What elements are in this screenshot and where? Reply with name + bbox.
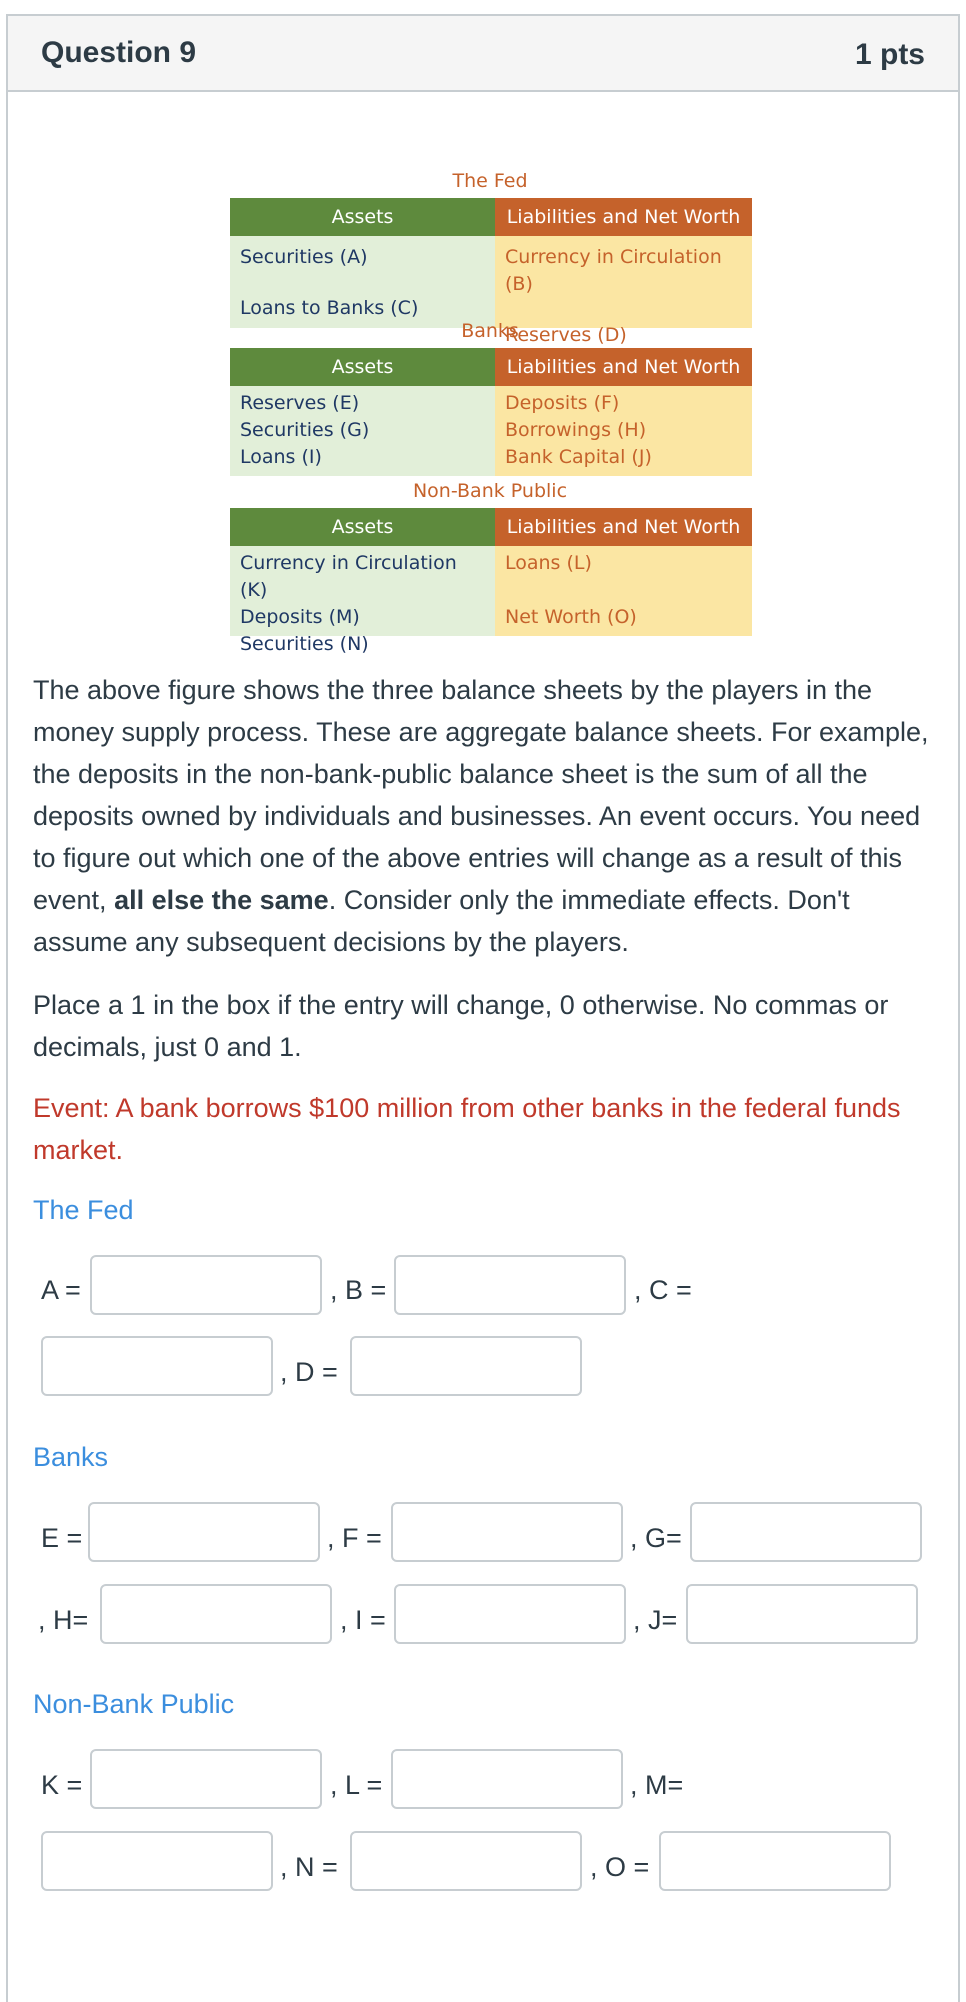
fed-balance-sheet <box>230 198 752 346</box>
label-c: , C = <box>634 1275 692 1305</box>
banks-sheet-title: Banks <box>461 320 519 342</box>
description-bold-text: all else the same <box>114 885 329 915</box>
description-text-start: The above figure shows the three balance sheets by the players in the money supply process. These are aggregate balance sheets. For example, the deposits in the non-bank-public balance sheet is the sum of all the deposits owned by individuals and businesses. An event occurs. You need to figure out which one of the above entries will change as a result of this event, <box>33 675 929 915</box>
banks-liab-borrowings: Borrowings (H) <box>505 419 647 441</box>
fed-liabilities-header: Liabilities and Net Worth <box>495 198 752 236</box>
input-b[interactable] <box>394 1255 626 1315</box>
input-m[interactable] <box>41 1831 273 1891</box>
fed-liab-currency: Currency in Circulation (B) <box>505 246 722 295</box>
fed-liab-reserves: Reserves (D) <box>505 324 627 346</box>
input-n[interactable] <box>350 1831 582 1891</box>
label-b: , B = <box>330 1275 387 1305</box>
fed-asset-securities: Securities (A) <box>240 246 368 268</box>
event-text: Event: A bank borrows $100 million from other banks in the federal funds market. <box>33 1093 901 1165</box>
label-e: E = <box>41 1523 83 1553</box>
fed-assets-header: Assets <box>230 198 495 236</box>
input-a[interactable] <box>90 1255 322 1315</box>
label-a: A = <box>41 1275 81 1305</box>
input-c[interactable] <box>41 1336 273 1396</box>
public-liab-networth: Net Worth (O) <box>505 606 637 628</box>
label-m: , M= <box>630 1770 684 1800</box>
public-asset-securities: Securities (N) <box>240 633 369 655</box>
input-l[interactable] <box>391 1749 623 1809</box>
question-title: Question 9 <box>41 36 197 69</box>
banks-asset-reserves: Reserves (E) <box>240 392 360 414</box>
input-d[interactable] <box>350 1336 582 1396</box>
label-g: , G= <box>630 1523 682 1553</box>
input-f[interactable] <box>391 1502 623 1562</box>
public-asset-deposits: Deposits (M) <box>240 606 360 628</box>
label-n: , N = <box>280 1852 338 1882</box>
banks-liab-capital: Bank Capital (J) <box>505 446 652 468</box>
description-text-end: . Consider only the immediate effects. Don't assume any subsequent decisions by the players. <box>33 885 850 957</box>
label-i: , I = <box>340 1605 386 1635</box>
banks-asset-securities: Securities (G) <box>240 419 370 441</box>
input-i[interactable] <box>394 1584 626 1644</box>
banks-liabilities-header: Liabilities and Net Worth <box>495 348 752 386</box>
public-assets-header: Assets <box>230 508 495 546</box>
banks-liab-deposits: Deposits (F) <box>505 392 620 414</box>
question-description <box>33 669 933 963</box>
banks-balance-sheet <box>230 348 752 476</box>
section-banks: Banks <box>33 1442 109 1472</box>
input-e[interactable] <box>88 1502 320 1562</box>
input-k[interactable] <box>90 1749 322 1809</box>
public-asset-currency: Currency in Circulation (K) <box>240 552 457 601</box>
fed-asset-loans: Loans to Banks (C) <box>240 297 419 319</box>
public-balance-sheet <box>230 508 752 655</box>
input-h[interactable] <box>100 1584 332 1644</box>
section-fed: The Fed <box>33 1195 134 1225</box>
section-public: Non-Bank Public <box>33 1689 235 1719</box>
label-k: K = <box>41 1770 83 1800</box>
label-o: , O = <box>590 1852 650 1882</box>
label-f: , F = <box>327 1523 382 1553</box>
label-l: , L = <box>330 1770 383 1800</box>
public-liab-loans: Loans (L) <box>505 552 592 574</box>
question-points: 1 pts <box>854 38 925 71</box>
instructions: Place a 1 in the box if the entry will change, 0 otherwise. No commas or decimals, just 0 and 1. <box>33 990 889 1062</box>
question-header <box>8 16 958 92</box>
input-o[interactable] <box>659 1831 891 1891</box>
public-liabilities-header: Liabilities and Net Worth <box>495 508 752 546</box>
label-d: , D = <box>280 1357 338 1387</box>
input-j[interactable] <box>686 1584 918 1644</box>
fed-sheet-title: The Fed <box>452 170 528 192</box>
label-h: , H= <box>38 1605 89 1635</box>
banks-assets-header: Assets <box>230 348 495 386</box>
banks-asset-loans: Loans (I) <box>240 446 322 468</box>
public-sheet-title: Non-Bank Public <box>412 480 568 502</box>
label-j: , J= <box>633 1605 678 1635</box>
input-g[interactable] <box>690 1502 922 1562</box>
